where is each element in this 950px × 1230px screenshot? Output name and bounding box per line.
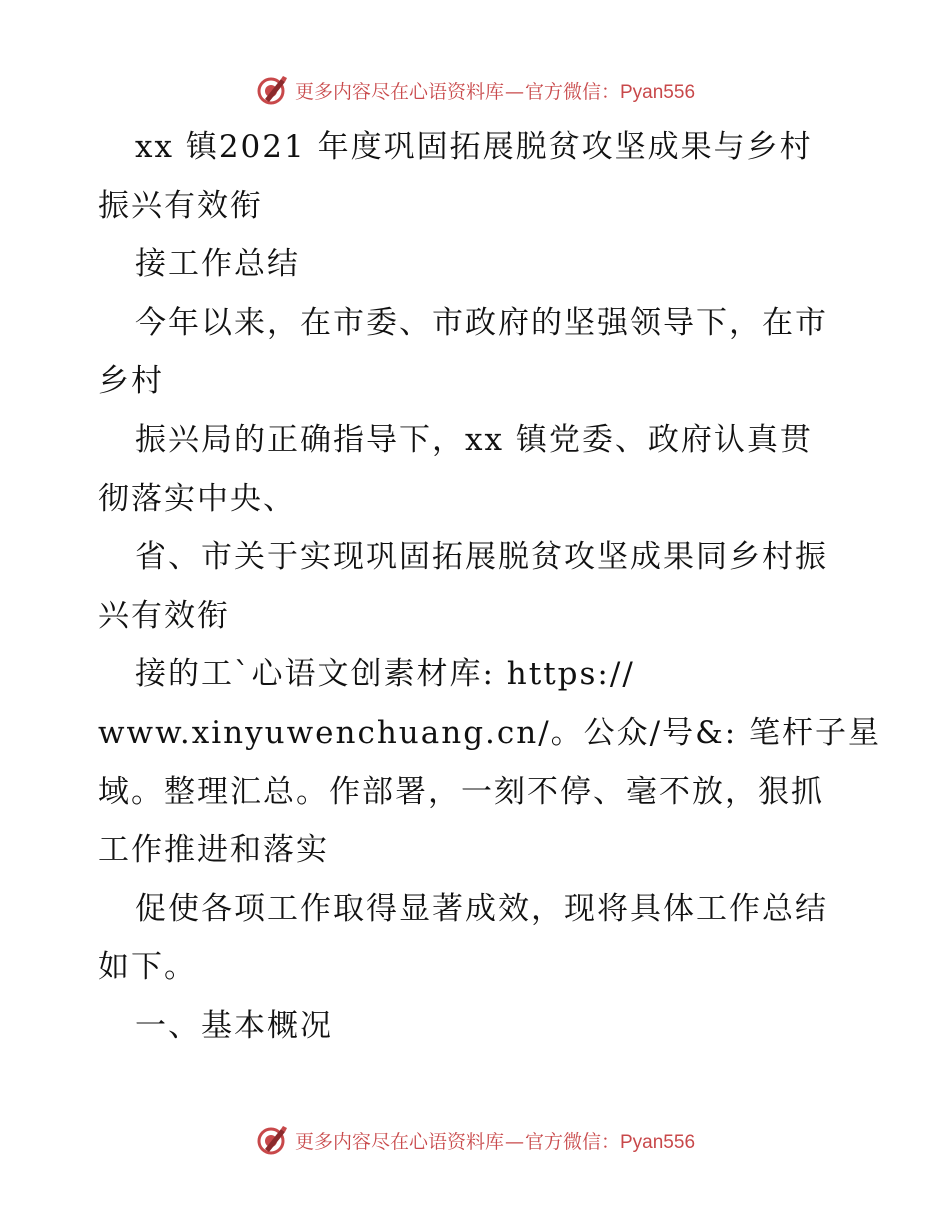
text-line: 振兴局的正确指导下，xx 镇党委、政府认真贯 [135, 421, 813, 458]
footer-wechat-id: Pyan556 [620, 1131, 696, 1153]
text-line: 彻落实中央、 [98, 480, 296, 517]
text-line: 兴有效衔 [98, 597, 230, 634]
header-banner [0, 70, 950, 110]
header-banner-text [295, 77, 695, 104]
text-line: 省、市关于实现巩固拓展脱贫攻坚成果同乡村振 [135, 539, 828, 576]
text-line: 接工作总结 [135, 246, 300, 283]
footer-wechat-label: 官方微信： [524, 1130, 620, 1153]
text-line: xx 镇2021 年度巩固拓展脱贫攻坚成果与乡村 [135, 129, 813, 165]
text-line: 促使各项工作取得显著成效，现将具体工作总结 [135, 890, 828, 927]
footer-dash: — [504, 1130, 524, 1153]
text-line: 一、基本概况 [135, 1007, 333, 1044]
text-line: 接的工ˋ心语文创素材库: https:// [135, 656, 635, 693]
header-brand-text: 更多内容尽在心语资料库 [294, 80, 504, 103]
text-line: 域。整理汇总。作部署，一刻不停、毫不放，狠抓 [98, 773, 824, 810]
footer-brand-text: 更多内容尽在心语资料库 [294, 1130, 504, 1153]
header-wechat-id: Pyan556 [620, 81, 696, 103]
text-line: 工作推进和落实 [98, 832, 329, 869]
document-body [98, 118, 882, 1056]
pen-logo-icon [255, 1123, 289, 1157]
pen-logo-icon [255, 73, 289, 107]
text-line: 乡村 [98, 363, 164, 400]
text-line: 如下。 [98, 949, 197, 986]
header-wechat-label: 官方微信： [524, 80, 620, 103]
text-line: 振兴有效衔 [98, 187, 263, 224]
text-line: 今年以来，在市委、市政府的坚强领导下，在市 [135, 304, 828, 341]
footer-banner-text [295, 1127, 695, 1154]
text-line: www.xinyuwenchuang.cn/。公众/号&: 笔杆子星 [98, 714, 882, 751]
footer-banner [0, 1120, 950, 1160]
header-dash: — [504, 80, 524, 103]
